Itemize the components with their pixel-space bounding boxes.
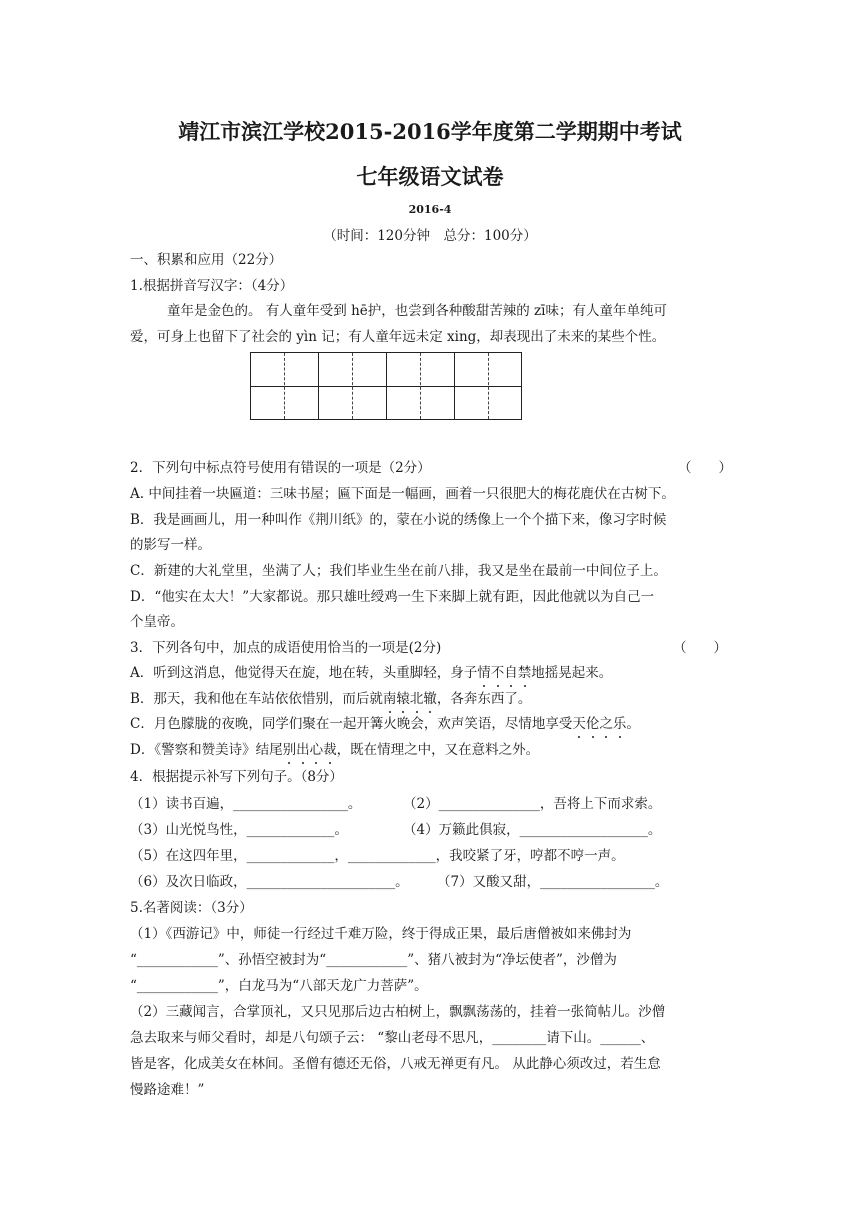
q5-p2-line2: 急去取来与师父看时，却是八句颂子云： “黎山老母不思凡，________请下山。______、 — [130, 1030, 655, 1046]
q4-item-3: （3）山光悦鸟性，_____________。 — [130, 822, 348, 838]
q3-option-c-pre: C．月色朦胧的夜晚，同学们聚在一起开篝火晚会，欢声笑语，尽情地享受 — [130, 716, 573, 732]
exam-time-info: （时间：120分钟 总分：100分） — [323, 228, 537, 244]
q2-option-a: A. 中间挂着一块匾道：三味书屋；匾下面是一幅画，画着一只很肥大的梅花鹿伏在古树下。 — [130, 486, 675, 502]
emphasis-char: 裁 — [323, 742, 337, 758]
q3-option-b-pre: B．那天，我和他在车站依依惜别，而后就 — [130, 691, 383, 707]
q5-p2-line4: 慢路途难！” — [130, 1082, 205, 1098]
emphasis-char: 别 — [282, 742, 297, 758]
q3-option-a — [130, 664, 612, 682]
emphasis-char: 乐 — [612, 716, 627, 732]
answer-grid[interactable] — [250, 352, 522, 420]
q4-item-1: （1）读书百遍，_________________。 — [130, 796, 362, 812]
emphasis-char: 伦 — [585, 716, 600, 732]
emphasis-char: 辕 — [396, 691, 410, 707]
q3-answer-bracket[interactable]: （ ） — [673, 640, 727, 656]
q5-p1-line1: （1）《西游记》中，师徒一行经过千难万险，终于得成正果，最后唐僧被如来佛封为 — [130, 926, 632, 942]
emphasis-char: 心 — [309, 742, 324, 758]
emphasis-char: 不 — [490, 665, 505, 681]
emphasis-char: 情 — [477, 665, 491, 681]
q1-text-line1: 童年是金色的。 有人童年受到 hē护，也尝到各种酸甜苦辣的 zī味；有人童年单纯可 — [167, 303, 667, 319]
emphasis-char: 禁 — [517, 665, 532, 681]
emphasis-char: 出 — [296, 742, 310, 758]
q3-option-a-pre: A．听到这消息，他觉得天在旋，地在转，头重脚轻，身子 — [130, 665, 478, 681]
q1-text-line2: 爱，可身上也留下了社会的 yìn 记；有人童年远未定 xing，却表现出了未来的某些个性。 — [130, 329, 666, 345]
q3-title: 3．下列各句中，加点的成语使用恰当的一项是(2分) — [130, 640, 442, 656]
q2-option-c: C．新建的大礼堂里，坐满了人；我们毕业生坐在前八排，我又是坐在最前一中间位子上。 — [130, 563, 667, 579]
q2-answer-bracket[interactable]: （ ） — [678, 460, 732, 476]
exam-title: 靖江市滨江学校2015-2016学年度第二学期期中考试 — [178, 119, 682, 144]
q2-option-d-line1: D．“他实在太大！”大家都说。那只雄吐绶鸡一生下来脚上就有距，因此他就以为自己一 — [130, 589, 655, 605]
q5-p1-line2: “____________”、孙悟空被封为“____________”、猪八被封为“净坛使者”，沙僧为 — [130, 952, 617, 968]
q2-option-b-line2: 的影写一样。 — [130, 537, 211, 553]
q4-item-4: （4）万籁此俱寂，___________________。 — [403, 822, 662, 838]
emphasis-char: 之 — [599, 716, 613, 732]
q2-option-d-line2: 个皇帝。 — [130, 614, 184, 630]
q5-p2-line1: （2）三藏闻言，合掌顶礼，又只见那后边古柏树上，飘飘荡荡的，挂着一张简帖儿。沙僧 — [130, 1004, 666, 1020]
q3-option-d-idiom — [283, 742, 337, 758]
q3-option-b — [130, 690, 531, 708]
q4-item-6: （6）及次日临政，______________________。 — [130, 874, 409, 890]
emphasis-char: 天 — [572, 716, 586, 732]
q3-option-a-post: 地摇晃起来。 — [531, 665, 613, 681]
q3-option-c-post: 。 — [626, 716, 640, 732]
q3-option-c-idiom — [572, 716, 626, 732]
q3-option-d-post: ，既在情理之中，又在意料之外。 — [336, 742, 540, 758]
emphasis-char: 北 — [409, 691, 424, 707]
emphasis-char: 辙 — [423, 691, 437, 707]
emphasis-char: 自 — [504, 665, 518, 681]
q4-title: 4．根据提示补写下列句子。（8分） — [130, 769, 343, 785]
q4-item-7: （7）又酸又甜，_________________。 — [437, 874, 669, 890]
q5-title: 5.名著阅读：（3分） — [130, 900, 253, 916]
q5-p1-line3: “____________”，白龙马为“八部天龙广力菩萨”。 — [130, 978, 428, 994]
emphasis-char: 南 — [382, 691, 397, 707]
q3-option-d-pre: D．《警察和赞美诗》结尾 — [130, 742, 283, 758]
q3-option-a-idiom — [477, 665, 531, 681]
q4-item-2: （2）_______________，吾将上下而求索。 — [403, 796, 662, 812]
exam-subtitle: 七年级语文试卷 — [356, 164, 504, 189]
q5-p2-line3: 皆是客，化成美女在林间。圣僧有德还无俗，八戒无禅更有凡。 从此静心须改过，若生怠 — [130, 1056, 661, 1072]
q2-option-b-line1: B．我是画画儿，用一种叫作《荆川纸》的，蒙在小说的绣像上一个个描下来，像习字时候 — [130, 512, 667, 528]
q3-option-b-post: ，各奔东西了。 — [436, 691, 532, 707]
exam-date: 2016-4 — [408, 203, 452, 216]
q3-option-d — [130, 741, 539, 759]
q3-option-b-idiom — [383, 691, 437, 707]
section-heading: 一、积累和应用（22分） — [130, 252, 283, 268]
q1-title: 1.根据拼音写汉字：（4分） — [130, 278, 294, 294]
q4-item-5: （5）在这四年里，_____________，_____________，我咬紧了牙，哼都不哼一声。 — [130, 848, 625, 864]
q3-option-c — [130, 715, 640, 733]
q2-title: 2．下列句中标点符号使用有错误的一项是（2分） — [130, 460, 431, 476]
